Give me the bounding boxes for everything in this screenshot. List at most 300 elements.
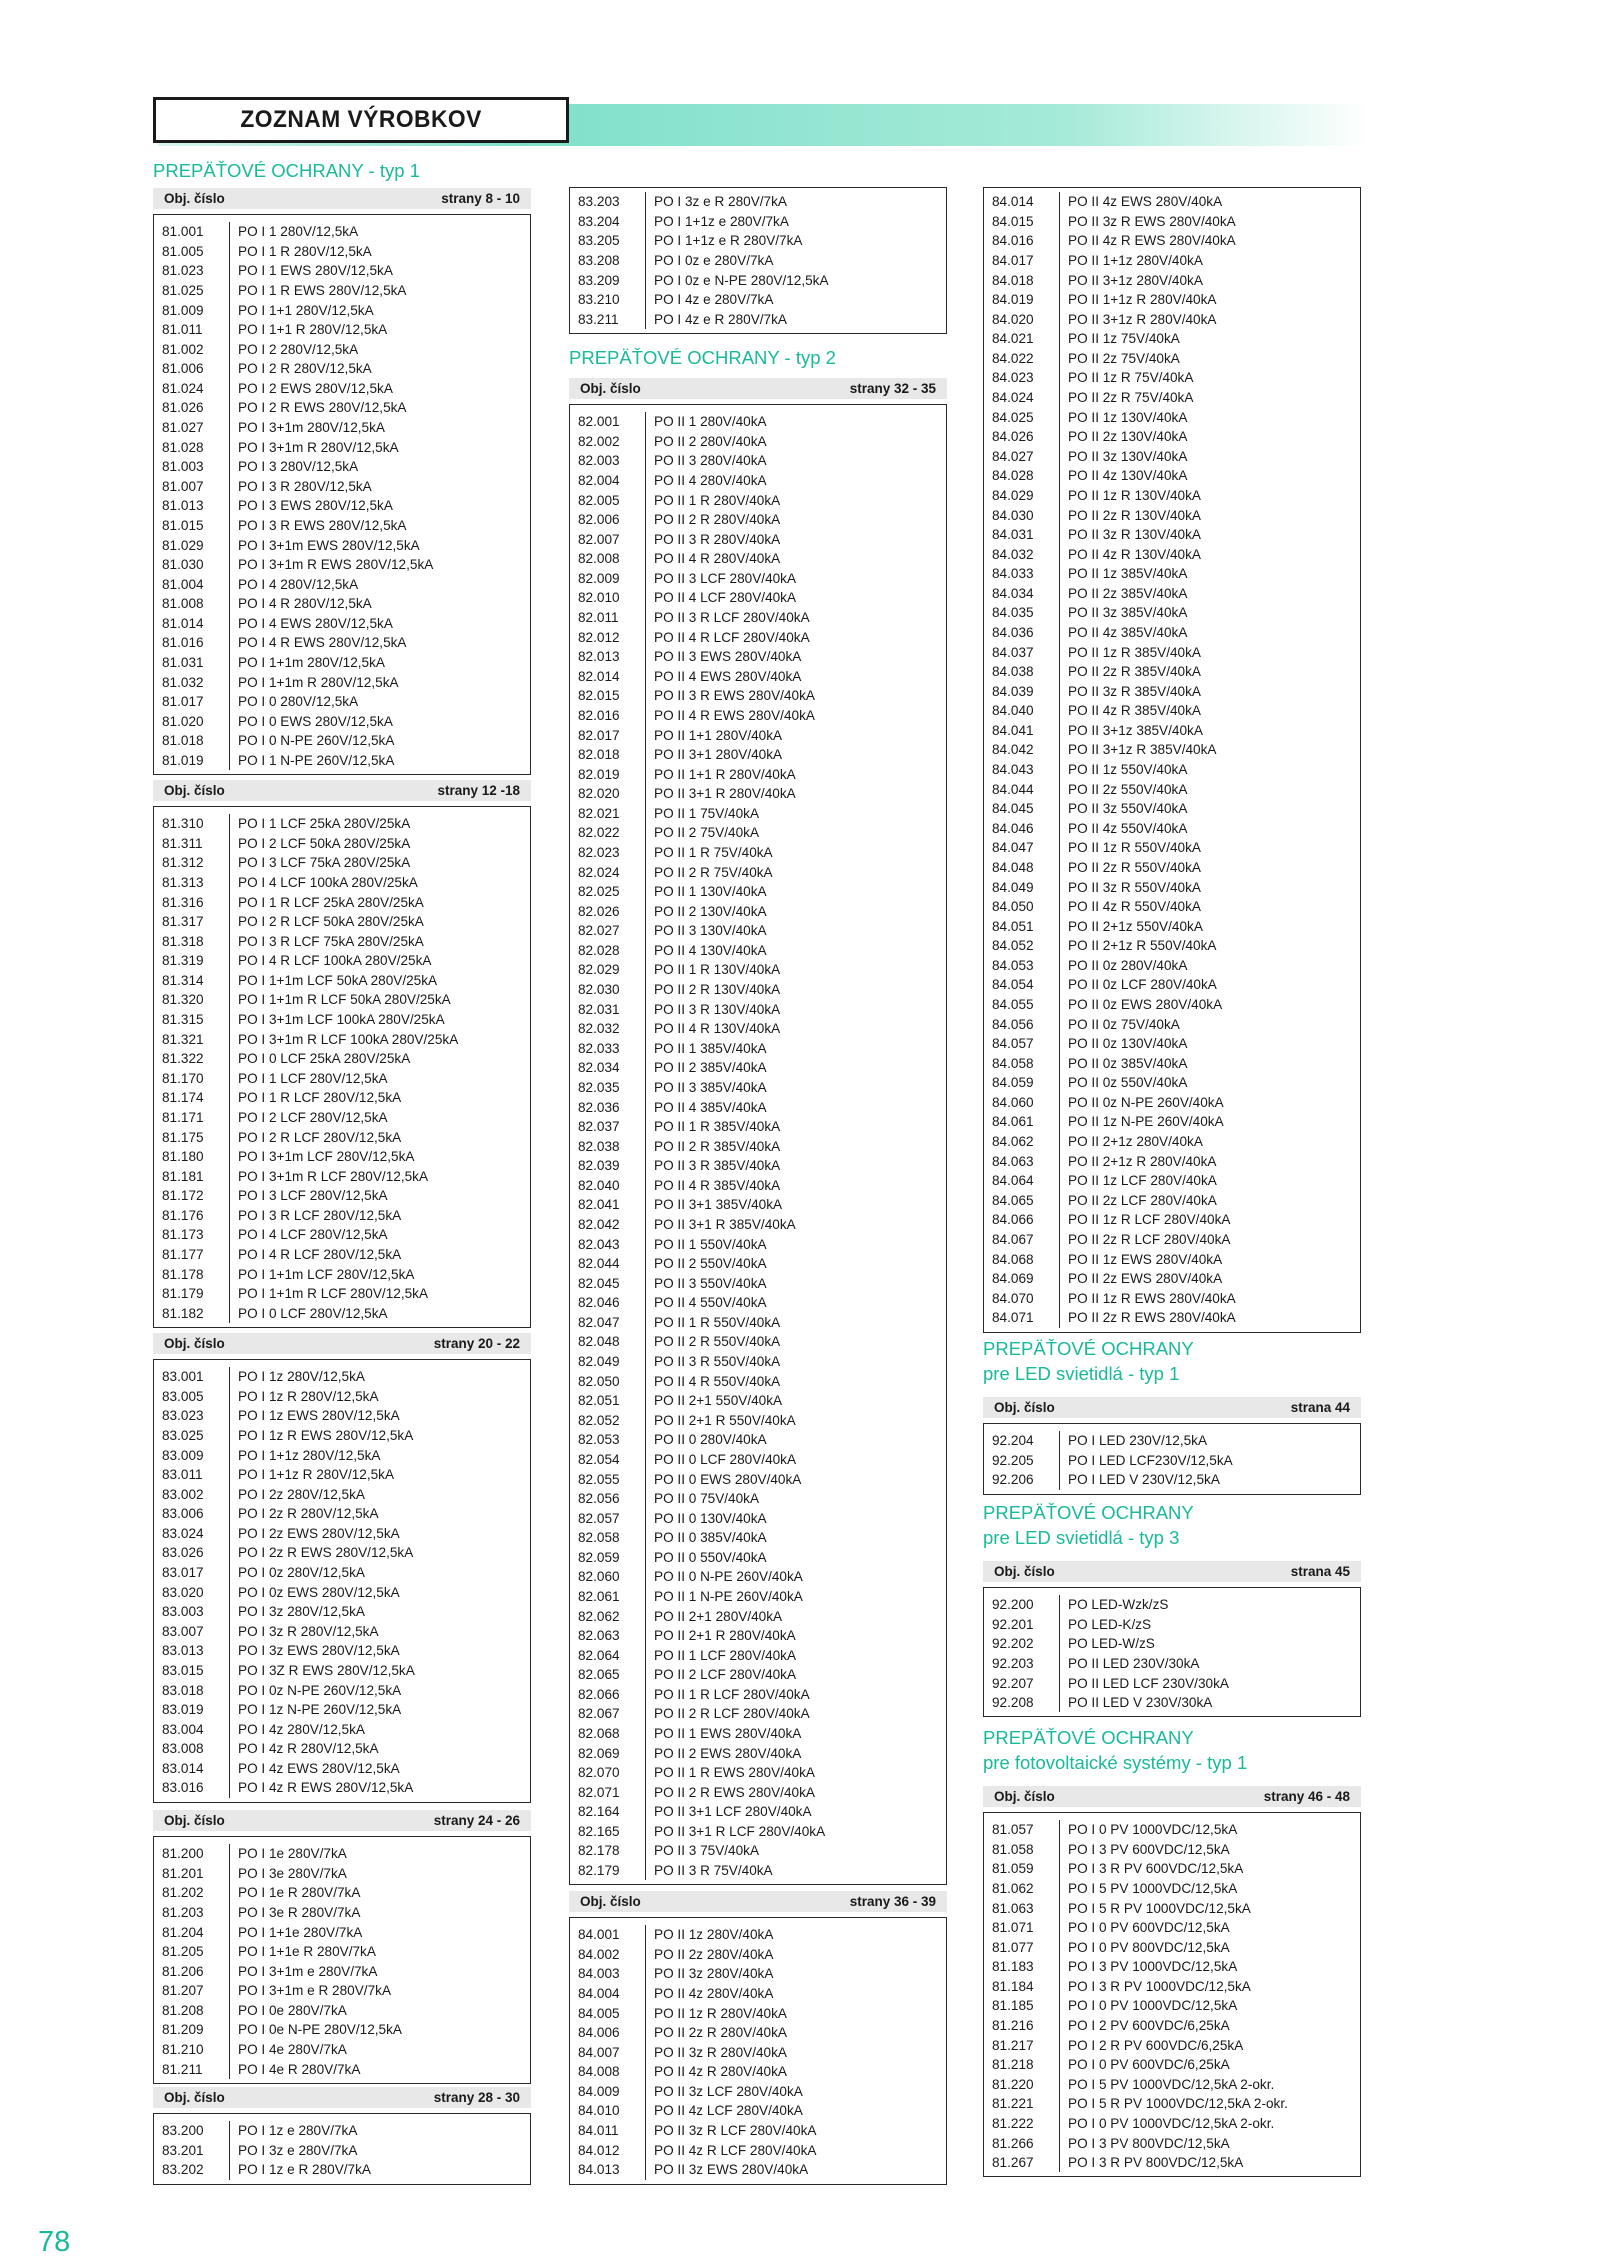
product-code: 81.217 — [992, 2037, 1034, 2053]
table-row — [984, 760, 1360, 780]
product-code: 81.311 — [162, 835, 203, 851]
table-row — [984, 1937, 1360, 1957]
table-row — [154, 496, 530, 516]
table-row — [154, 633, 530, 653]
table-row — [984, 447, 1360, 467]
product-description: PO II 3z R 280V/40kA — [645, 2042, 787, 2062]
table-header — [153, 2087, 531, 2108]
table-row — [984, 525, 1360, 545]
table-row — [154, 1166, 530, 1186]
table-row — [154, 555, 530, 575]
product-description: PO II 4z R 130V/40kA — [1059, 544, 1201, 564]
product-code: 82.049 — [578, 1354, 620, 1370]
product-code: 81.013 — [162, 498, 204, 514]
table-row — [984, 623, 1360, 643]
product-code: 81.266 — [992, 2135, 1034, 2151]
table-header — [569, 1891, 947, 1912]
product-description: PO I 1+1m R LCF 280V/12,5kA — [229, 1284, 428, 1304]
table-row — [570, 941, 946, 961]
table-row — [570, 412, 946, 432]
table-row — [154, 300, 530, 320]
product-code: 83.005 — [162, 1388, 204, 1404]
product-description: PO II 2z LCF 280V/40kA — [1059, 1190, 1217, 1210]
table-row — [570, 686, 946, 706]
table-row — [154, 711, 530, 731]
product-code: 82.007 — [578, 531, 620, 547]
product-description: PO II 4z R EWS 280V/40kA — [1059, 231, 1236, 251]
table-header — [983, 1786, 1361, 1807]
table-row — [154, 1661, 530, 1681]
table-row — [984, 1093, 1360, 1113]
product-description: PO II 0z EWS 280V/40kA — [1059, 995, 1222, 1015]
product-description: PO II 1 EWS 280V/40kA — [645, 1724, 801, 1744]
product-code: 84.005 — [578, 2005, 620, 2021]
product-description: PO II 0 LCF 280V/40kA — [645, 1450, 796, 1470]
table-row — [570, 725, 946, 745]
product-code: 82.017 — [578, 727, 620, 743]
product-description: PO II LED LCF 230V/30kA — [1059, 1673, 1229, 1693]
product-code: 81.209 — [162, 2022, 204, 2038]
table-row — [154, 2121, 530, 2141]
table-row — [570, 1763, 946, 1783]
table-row — [984, 407, 1360, 427]
product-description: PO II 2+1 R 550V/40kA — [645, 1410, 796, 1430]
product-description: PO II 0 550V/40kA — [645, 1548, 767, 1568]
product-description: PO I 2 R PV 600VDC/6,25kA — [1059, 2035, 1243, 2055]
product-description: PO I 0 280V/12,5kA — [229, 692, 358, 712]
product-description: PO II 4 EWS 280V/40kA — [645, 667, 801, 687]
product-description: PO I 1 R 280V/12,5kA — [229, 242, 372, 262]
table-row — [154, 1641, 530, 1661]
table-row — [570, 706, 946, 726]
product-code: 83.026 — [162, 1545, 204, 1561]
table-header — [983, 1561, 1361, 1582]
table-row — [984, 564, 1360, 584]
product-description: PO II 1 R 130V/40kA — [645, 960, 780, 980]
product-code: 84.057 — [992, 1036, 1034, 1052]
product-description: PO II 1 280V/40kA — [645, 412, 767, 432]
table-row — [154, 398, 530, 418]
table-row — [984, 877, 1360, 897]
table-row — [570, 1019, 946, 1039]
table-row — [984, 1230, 1360, 1250]
table-row — [154, 1206, 530, 1226]
product-description: PO I 1+1m LCF 50kA 280V/25kA — [229, 971, 437, 991]
column-header-obj-cislo: Obj. číslo — [164, 191, 225, 206]
product-code: 81.176 — [162, 1207, 204, 1223]
table-row — [154, 1225, 530, 1245]
product-code: 82.012 — [578, 629, 620, 645]
product-description: PO I 1+1z e 280V/7kA — [645, 212, 789, 232]
product-code: 83.013 — [162, 1643, 204, 1659]
table-row — [984, 1615, 1360, 1635]
product-code: 84.049 — [992, 879, 1034, 895]
product-description: PO II 3 LCF 280V/40kA — [645, 569, 796, 589]
product-code: 84.010 — [578, 2103, 620, 2119]
product-code: 83.204 — [578, 213, 620, 229]
product-code: 82.002 — [578, 433, 620, 449]
table-row — [984, 2094, 1360, 2114]
product-code: 84.065 — [992, 1192, 1034, 1208]
product-description: PO I 5 R PV 1000VDC/12,5kA — [1059, 1898, 1251, 1918]
product-code: 81.023 — [162, 263, 204, 279]
product-code: 81.180 — [162, 1149, 204, 1165]
product-code: 82.011 — [578, 610, 619, 626]
column-header-obj-cislo: Obj. číslo — [994, 1400, 1055, 1415]
product-code: 81.003 — [162, 459, 204, 475]
product-code: 81.178 — [162, 1266, 204, 1282]
table-row — [570, 999, 946, 1019]
table-row — [570, 1743, 946, 1763]
product-code: 82.032 — [578, 1021, 620, 1037]
section-title-led1-line2: pre LED svietidlá - typ 1 — [983, 1363, 1180, 1384]
product-description: PO II 3+1 R 385V/40kA — [645, 1215, 796, 1235]
table-row — [570, 882, 946, 902]
product-code: 92.202 — [992, 1636, 1034, 1652]
table-row — [154, 1264, 530, 1284]
product-description: PO I 1 LCF 280V/12,5kA — [229, 1069, 388, 1089]
product-description: PO I 1 280V/12,5kA — [229, 222, 358, 242]
product-code: 81.205 — [162, 1944, 204, 1960]
product-code: 82.059 — [578, 1549, 620, 1565]
product-description: PO II 1 R EWS 280V/40kA — [645, 1763, 815, 1783]
table-header — [983, 1397, 1361, 1418]
product-description: PO I 1z EWS 280V/12,5kA — [229, 1406, 400, 1426]
product-table — [983, 1397, 1361, 1495]
product-code: 82.024 — [578, 864, 620, 880]
product-code: 82.009 — [578, 570, 620, 586]
table-row — [570, 549, 946, 569]
table-row — [154, 1922, 530, 1942]
table-row — [570, 823, 946, 843]
table-row — [154, 242, 530, 262]
table-row — [984, 1210, 1360, 1230]
product-description: PO II 1z R 385V/40kA — [1059, 642, 1201, 662]
table-row — [154, 2040, 530, 2060]
table-row — [570, 980, 946, 1000]
product-code: 84.066 — [992, 1212, 1034, 1228]
table-row — [570, 1117, 946, 1137]
product-code: 81.183 — [992, 1959, 1034, 1975]
product-description: PO I 1 N-PE 260V/12,5kA — [229, 751, 394, 771]
product-description: PO II 0z N-PE 260V/40kA — [1059, 1093, 1224, 1113]
product-code: 84.052 — [992, 938, 1034, 954]
product-code: 82.018 — [578, 747, 620, 763]
product-code: 82.054 — [578, 1451, 620, 1467]
table-row — [570, 1861, 946, 1881]
section-title-led3 — [983, 1500, 1194, 1550]
section-title-pv1-line1: PREPÄŤOVÉ OCHRANY — [983, 1727, 1194, 1748]
product-code: 84.061 — [992, 1114, 1034, 1130]
product-description: PO II 2z EWS 280V/40kA — [1059, 1269, 1222, 1289]
product-code: 84.063 — [992, 1153, 1034, 1169]
column-header-obj-cislo: Obj. číslo — [164, 2090, 225, 2105]
product-code: 84.017 — [992, 253, 1034, 269]
product-code: 82.062 — [578, 1608, 620, 1624]
product-code: 81.181 — [162, 1168, 204, 1184]
table-row — [570, 1136, 946, 1156]
product-description: PO I 1+1 R 280V/12,5kA — [229, 320, 387, 340]
table-row — [154, 1029, 530, 1049]
section-title-pv1-line2: pre fotovoltaické systémy - typ 1 — [983, 1752, 1248, 1773]
table-row — [154, 892, 530, 912]
product-description: PO II 1z 550V/40kA — [1059, 760, 1187, 780]
table-row — [154, 1981, 530, 2001]
table-row — [984, 2153, 1360, 2173]
product-description: PO II 2z 385V/40kA — [1059, 584, 1187, 604]
product-code: 82.064 — [578, 1647, 620, 1663]
product-code: 82.179 — [578, 1863, 620, 1879]
product-code: 81.312 — [162, 855, 204, 871]
product-description: PO II 1 R 75V/40kA — [645, 843, 773, 863]
product-code: 82.056 — [578, 1491, 620, 1507]
column-header-obj-cislo: Obj. číslo — [164, 1336, 225, 1351]
product-description: PO I 3 R PV 800VDC/12,5kA — [1059, 2153, 1243, 2173]
product-code: 84.015 — [992, 213, 1034, 229]
product-description: PO I 1z e 280V/7kA — [229, 2121, 357, 2141]
product-description: PO II 1z 385V/40kA — [1059, 564, 1187, 584]
table-row — [570, 490, 946, 510]
product-description: PO I 1 R LCF 25kA 280V/25kA — [229, 892, 424, 912]
product-code: 83.208 — [578, 253, 620, 269]
product-code: 84.042 — [992, 742, 1034, 758]
product-description: PO I 0 PV 600VDC/12,5kA — [1059, 1918, 1230, 1938]
product-code: 83.011 — [162, 1467, 203, 1483]
product-description: PO II 1 LCF 280V/40kA — [645, 1645, 796, 1665]
product-description: PO I 2 EWS 280V/12,5kA — [229, 379, 393, 399]
table-row — [570, 510, 946, 530]
product-description: PO II 2 LCF 280V/40kA — [645, 1665, 796, 1685]
product-code: 84.064 — [992, 1173, 1034, 1189]
product-description: PO I 2z EWS 280V/12,5kA — [229, 1524, 400, 1544]
product-code: 82.069 — [578, 1745, 620, 1761]
product-code: 84.026 — [992, 429, 1034, 445]
table-row — [984, 309, 1360, 329]
table-row — [570, 627, 946, 647]
table-row — [154, 1602, 530, 1622]
page-reference: strany 46 - 48 — [1263, 1789, 1350, 1804]
product-code: 92.203 — [992, 1656, 1034, 1672]
product-code: 81.071 — [992, 1920, 1034, 1936]
product-code: 84.050 — [992, 899, 1034, 915]
product-description: PO I 0z EWS 280V/12,5kA — [229, 1582, 400, 1602]
table-row — [154, 359, 530, 379]
product-code: 83.003 — [162, 1604, 204, 1620]
table-row — [984, 1595, 1360, 1615]
product-description: PO II 3z R LCF 280V/40kA — [645, 2121, 816, 2141]
product-code: 84.011 — [578, 2123, 619, 2139]
table-row — [984, 349, 1360, 369]
table-row — [154, 1186, 530, 1206]
table-row — [154, 951, 530, 971]
table-row — [984, 1073, 1360, 1093]
table-row — [570, 270, 946, 290]
table-row — [570, 960, 946, 980]
product-code: 83.018 — [162, 1682, 204, 1698]
table-row — [984, 192, 1360, 212]
table-row — [570, 471, 946, 491]
product-description: PO I LED V 230V/12,5kA — [1059, 1470, 1220, 1490]
table-row — [984, 1693, 1360, 1713]
product-description: PO II 3+1z R 280V/40kA — [1059, 309, 1216, 329]
table-row — [984, 505, 1360, 525]
product-description: PO I 1+1e 280V/7kA — [229, 1922, 362, 1942]
product-code: 81.004 — [162, 576, 204, 592]
product-code: 81.172 — [162, 1188, 204, 1204]
product-description: PO II 3z 130V/40kA — [1059, 447, 1187, 467]
product-code: 83.020 — [162, 1584, 204, 1600]
table-row — [984, 1634, 1360, 1654]
product-description: PO II 1 R 385V/40kA — [645, 1117, 780, 1137]
table-row — [984, 1470, 1360, 1490]
table-row — [570, 192, 946, 212]
table-body — [983, 187, 1361, 1333]
product-description: PO II 1z LCF 280V/40kA — [1059, 1171, 1217, 1191]
product-code: 81.216 — [992, 2018, 1034, 2034]
product-code: 81.008 — [162, 596, 204, 612]
product-code: 82.005 — [578, 492, 620, 508]
table-row — [570, 1234, 946, 1254]
product-code: 81.018 — [162, 733, 204, 749]
table-row — [154, 1284, 530, 1304]
product-description: PO II 2z R LCF 280V/40kA — [1059, 1230, 1230, 1250]
product-code: 83.008 — [162, 1741, 204, 1757]
table-row — [984, 1996, 1360, 2016]
product-description: PO II 1z EWS 280V/40kA — [1059, 1249, 1222, 1269]
product-description: PO II 2+1z R 550V/40kA — [1059, 936, 1216, 956]
product-code: 84.001 — [578, 1927, 620, 1943]
table-row — [154, 1426, 530, 1446]
table-row — [984, 779, 1360, 799]
product-code: 81.221 — [992, 2096, 1034, 2112]
product-description: PO II 1+1z 280V/40kA — [1059, 251, 1203, 271]
table-row — [154, 418, 530, 438]
table-row — [570, 2121, 946, 2141]
table-row — [984, 1654, 1360, 1674]
product-description: PO II 3z LCF 280V/40kA — [645, 2082, 803, 2102]
table-row — [154, 1759, 530, 1779]
product-description: PO II 3z R 130V/40kA — [1059, 525, 1201, 545]
product-code: 82.165 — [578, 1823, 620, 1839]
product-description: PO II 0 385V/40kA — [645, 1528, 767, 1548]
table-row — [154, 339, 530, 359]
product-description: PO II 3+1 385V/40kA — [645, 1195, 782, 1215]
product-code: 84.044 — [992, 781, 1034, 797]
product-code: 82.028 — [578, 942, 620, 958]
product-code: 81.007 — [162, 478, 204, 494]
product-description: PO I 3 R PV 1000VDC/12,5kA — [1059, 1977, 1251, 1997]
product-description: PO II 1 R LCF 280V/40kA — [645, 1685, 810, 1705]
product-description: PO I 3z e R 280V/7kA — [645, 192, 787, 212]
table-row — [984, 858, 1360, 878]
table-row — [984, 1308, 1360, 1328]
table-row — [570, 1097, 946, 1117]
product-code: 82.031 — [578, 1001, 620, 1017]
product-description: PO I 1z e R 280V/7kA — [229, 2160, 371, 2180]
product-description: PO II 0 280V/40kA — [645, 1430, 767, 1450]
table-row — [984, 603, 1360, 623]
table-row — [570, 647, 946, 667]
product-code: 84.032 — [992, 546, 1034, 562]
table-row — [570, 1704, 946, 1724]
product-code: 84.062 — [992, 1134, 1034, 1150]
product-description: PO II 1z N-PE 260V/40kA — [1059, 1112, 1224, 1132]
product-description: PO I 3+1m LCF 100kA 280V/25kA — [229, 1010, 445, 1030]
table-row — [570, 2101, 946, 2121]
table-row — [984, 1132, 1360, 1152]
table-row — [154, 1010, 530, 1030]
product-table — [569, 1891, 947, 2185]
product-table — [153, 1333, 531, 1803]
table-row — [984, 427, 1360, 447]
product-code: 81.177 — [162, 1247, 204, 1262]
product-code: 81.322 — [162, 1051, 204, 1067]
product-description: PO II 1z R LCF 280V/40kA — [1059, 1210, 1230, 1230]
product-code: 81.220 — [992, 2076, 1034, 2092]
table-row — [154, 751, 530, 771]
product-code: 81.202 — [162, 1885, 204, 1901]
product-code: 81.218 — [992, 2057, 1034, 2073]
product-description: PO II 1 385V/40kA — [645, 1039, 767, 1059]
product-code: 81.001 — [162, 224, 204, 240]
product-code: 84.012 — [578, 2142, 620, 2158]
page-number: 78 — [38, 2226, 71, 2258]
product-description: PO II 3z R EWS 280V/40kA — [1059, 212, 1236, 232]
product-description: PO II LED V 230V/30kA — [1059, 1693, 1212, 1713]
table-row — [570, 1254, 946, 1274]
table-row — [570, 1587, 946, 1607]
product-code: 81.063 — [992, 1900, 1034, 1916]
product-description: PO I 0 PV 800VDC/12,5kA — [1059, 1937, 1230, 1957]
product-description: PO I 0z N-PE 260V/12,5kA — [229, 1680, 401, 1700]
product-code: 84.002 — [578, 1946, 620, 1962]
product-code: 84.039 — [992, 683, 1034, 699]
product-description: PO I 1 R LCF 280V/12,5kA — [229, 1088, 401, 1108]
table-body — [983, 1812, 1361, 2177]
product-description: PO I 4e 280V/7kA — [229, 2040, 347, 2060]
product-code: 81.024 — [162, 380, 204, 396]
product-description: PO II 2 R 130V/40kA — [645, 980, 780, 1000]
table-row — [154, 1864, 530, 1884]
table-body — [569, 1917, 947, 2185]
table-row — [570, 1430, 946, 1450]
product-description: PO II 2z 130V/40kA — [1059, 427, 1187, 447]
product-description: PO I 1z R EWS 280V/12,5kA — [229, 1426, 413, 1446]
product-code: 84.055 — [992, 996, 1034, 1012]
table-row — [570, 1215, 946, 1235]
product-code: 92.200 — [992, 1597, 1034, 1613]
product-code: 92.204 — [992, 1433, 1034, 1449]
section-title-led1 — [983, 1336, 1194, 1386]
product-description: PO II 3z EWS 280V/40kA — [645, 2160, 808, 2180]
product-code: 82.010 — [578, 590, 620, 606]
table-row — [570, 529, 946, 549]
product-description: PO I 3e R 280V/7kA — [229, 1903, 360, 1923]
product-code: 82.027 — [578, 923, 620, 939]
table-row — [984, 2133, 1360, 2153]
product-code: 83.015 — [162, 1662, 204, 1678]
product-description: PO I 3 LCF 280V/12,5kA — [229, 1186, 388, 1206]
product-description: PO II 1z 75V/40kA — [1059, 329, 1180, 349]
product-description: PO I 1z 280V/12,5kA — [229, 1367, 365, 1387]
product-description: PO I 1+1m R 280V/12,5kA — [229, 672, 399, 692]
table-row — [984, 1431, 1360, 1451]
product-code: 84.068 — [992, 1251, 1034, 1267]
table-row — [570, 1489, 946, 1509]
product-code: 81.204 — [162, 1924, 204, 1940]
table-row — [154, 437, 530, 457]
product-code: 81.174 — [162, 1090, 204, 1106]
